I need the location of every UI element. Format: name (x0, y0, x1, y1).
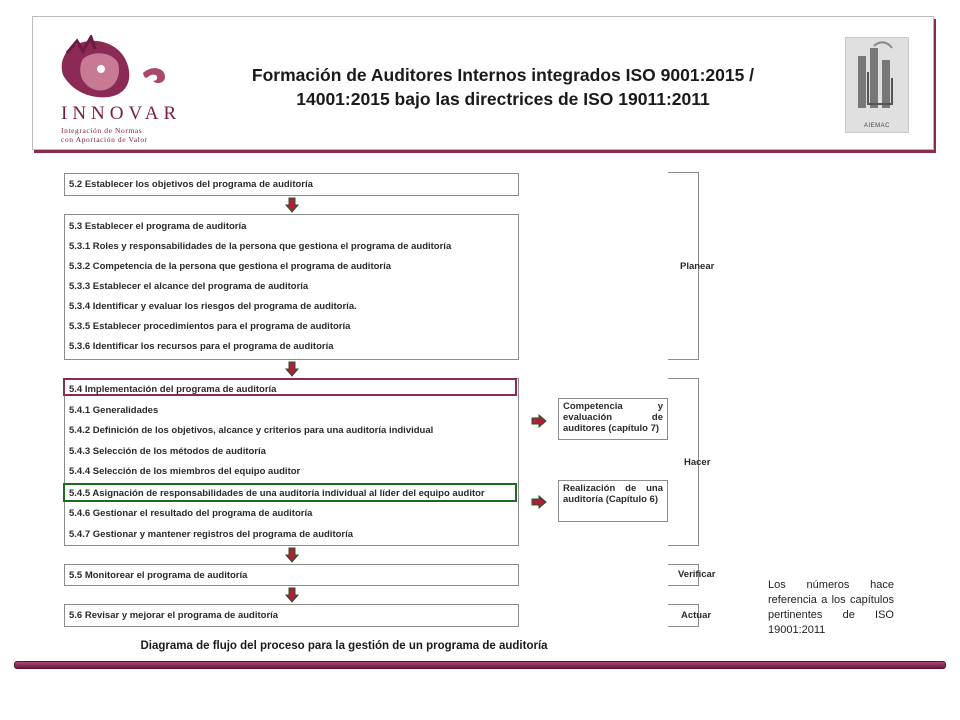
flow-box-objectives (64, 173, 519, 196)
down-arrow-icon (285, 547, 299, 563)
flow-box-review (64, 604, 519, 627)
flow-row: 5.4.1 Generalidades (69, 405, 159, 416)
flow-box-monitor (64, 564, 519, 586)
mask-icon (53, 35, 173, 101)
bottom-divider-bar (14, 661, 946, 669)
factory-chimney-icon (846, 38, 908, 118)
right-arrow-icon (531, 495, 547, 509)
phase-label-hacer: Hacer (684, 457, 711, 468)
phase-label-planear: Planear (680, 261, 715, 272)
phase-label-actuar: Actuar (681, 610, 712, 621)
flow-row: 5.3.3 Establecer el alcance del programa de auditoría (69, 281, 309, 292)
side-box-audit-execution: Realización de una auditoría (Capítulo 6) (558, 480, 668, 522)
flow-row: 5.3.6 Identificar los recursos para el programa de auditoría (69, 341, 334, 352)
right-arrow-icon (531, 414, 547, 428)
flow-row: 5.3.1 Roles y responsabilidades de la persona que gestiona el programa de auditoría (69, 241, 452, 252)
down-arrow-icon (285, 361, 299, 377)
flow-row: 5.3.4 Identificar y evaluar los riesgos del programa de auditoría. (69, 301, 357, 312)
down-arrow-icon (285, 197, 299, 213)
innovar-wordmark: INNOVAR (61, 103, 182, 124)
flow-row: 5.4.3 Selección de los métodos de auditoría (69, 446, 266, 457)
page-title: Formación de Auditores Internos integrados ISO 9001:2015 / 14001:2015 bajo las directrices de ISO 19011:2011 (251, 65, 755, 109)
flow-row: 5.4.7 Gestionar y mantener registros del programa de auditoría (69, 529, 354, 540)
header-banner (32, 16, 934, 150)
flow-row: 5.4.4 Selección de los miembros del equipo auditor (69, 466, 301, 477)
flow-row: 5.3.2 Competencia de la persona que gestiona el programa de auditoría (69, 261, 392, 272)
highlight-responsibilities (63, 483, 517, 502)
phase-label-verificar: Verificar (678, 569, 716, 580)
flow-box-establish-program (64, 214, 519, 360)
aiemac-logo (845, 37, 909, 133)
flow-row: 5.3 Establecer el programa de auditoría (69, 221, 247, 232)
flow-row: 5.4 Implementación del programa de auditoría (69, 384, 277, 395)
flow-row: 5.3.5 Establecer procedimientos para el programa de auditoría (69, 321, 351, 332)
diagram-caption: Diagrama de flujo del proceso para la gestión de un programa de auditoría (140, 640, 548, 652)
flow-row: 5.4.2 Definición de los objetivos, alcance y criterios para una auditoría individual (69, 425, 434, 436)
innovar-tagline: Integración de Normas con Aportación de Valor (61, 126, 148, 144)
flow-row: 5.2 Establecer los objetivos del programa de auditoría (69, 179, 313, 190)
aiemac-wordmark: AIEMAC (863, 123, 890, 129)
flow-box-implementation (64, 378, 519, 546)
flow-row: 5.5 Monitorear el programa de auditoría (69, 570, 248, 581)
highlight-implementation (63, 378, 517, 396)
flow-row: 5.4.6 Gestionar el resultado del programa de auditoría (69, 508, 313, 519)
down-arrow-icon (285, 587, 299, 603)
flow-row: 5.4.5 Asignación de responsabilidades de una auditoría individual al líder del equipo auditor (69, 488, 485, 499)
reference-note: Los números hace referencia a los capítulos pertinentes de ISO 19001:2011 (768, 579, 894, 636)
side-box-auditor-competence: Competencia y evaluación de auditores (capítulo 7) (558, 398, 668, 440)
flow-row: 5.6 Revisar y mejorar el programa de auditoría (69, 610, 279, 621)
innovar-logo (53, 35, 203, 143)
